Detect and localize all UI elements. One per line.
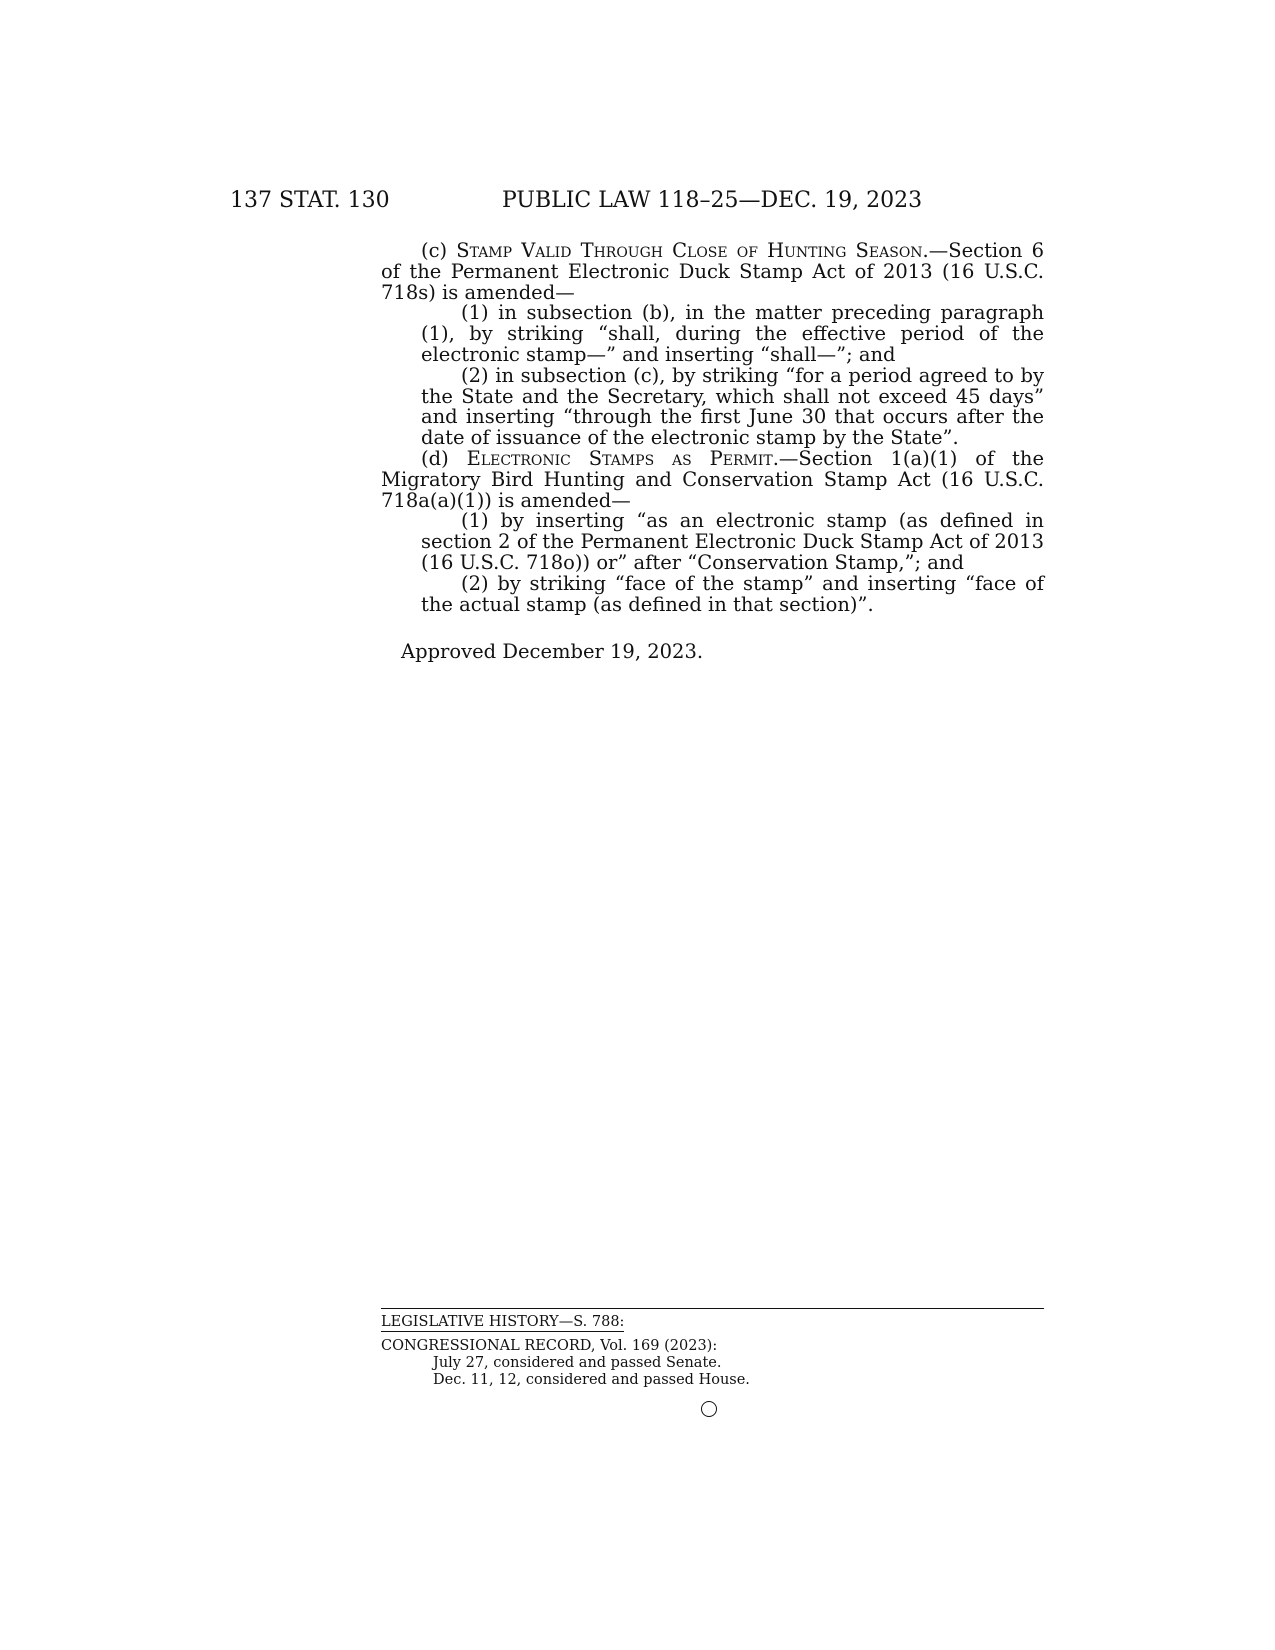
footnote-rule	[381, 1308, 1044, 1309]
running-header-title: PUBLIC LAW 118–25—DEC. 19, 2023	[502, 188, 923, 213]
legislative-history-heading: LEGISLATIVE HISTORY—S. 788:	[381, 1314, 625, 1330]
paragraph-c-1: (1) in subsection (b), in the matter preceding paragraph (1), by striking “shall, during the effective period of the electronic stamp—” and inserting “shall—”; and	[421, 301, 1044, 366]
record-entry: Dec. 11, 12, considered and passed House.	[433, 1372, 750, 1388]
approval-date: Approved December 19, 2023.	[401, 640, 704, 663]
subsection-c-designator: (c)	[421, 239, 457, 262]
legislative-history	[381, 1308, 1044, 1389]
subsection-c	[381, 241, 1044, 303]
record-entry: July 27, considered and passed Senate.	[433, 1355, 722, 1371]
subsection-d-text: —Section 1(a)(1) of the Migratory Bird Hunting and Conservation Stamp Act (16 U.S.C. 718a(a)(1)) is amended—	[381, 446, 1044, 512]
subsection-d-heading: Electronic Stamps as Permit.	[466, 446, 779, 470]
subsection-c-heading: Stamp Valid Through Close of Hunting Season.	[456, 239, 929, 262]
statute-page-reference: 137 STAT. 130	[230, 188, 390, 213]
record-entries	[381, 1355, 1044, 1389]
subsection-c-text: —Section 6 of the Permanent Electronic Duck Stamp Act of 2013 (16 U.S.C. 718s) is amended—	[381, 239, 1044, 304]
paragraph-c-2: (2) in subsection (c), by striking “for a period agreed to by the State and the Secretary, which shall not exceed 45 days” and inserting “through the first June 30 that occurs after the date of issuance of the electronic stamp by the State”.	[421, 363, 1044, 450]
paragraph-d-2: (2) by striking “face of the stamp” and inserting “face of the actual stamp (as defined in that section)”.	[421, 571, 1044, 616]
subsection-d	[381, 446, 1044, 512]
paragraph-d-1: (1) by inserting “as an electronic stamp (as defined in section 2 of the Permanent Electronic Duck Stamp Act of 2013 (16 U.S.C. 718o)) or” after “Conservation Stamp,”; and	[421, 509, 1044, 574]
subsection-d-designator: (d)	[421, 446, 467, 470]
end-of-document-circle-icon	[701, 1401, 717, 1417]
main-text	[381, 241, 1044, 615]
congressional-record-heading: CONGRESSIONAL RECORD, Vol. 169 (2023):	[381, 1338, 718, 1354]
